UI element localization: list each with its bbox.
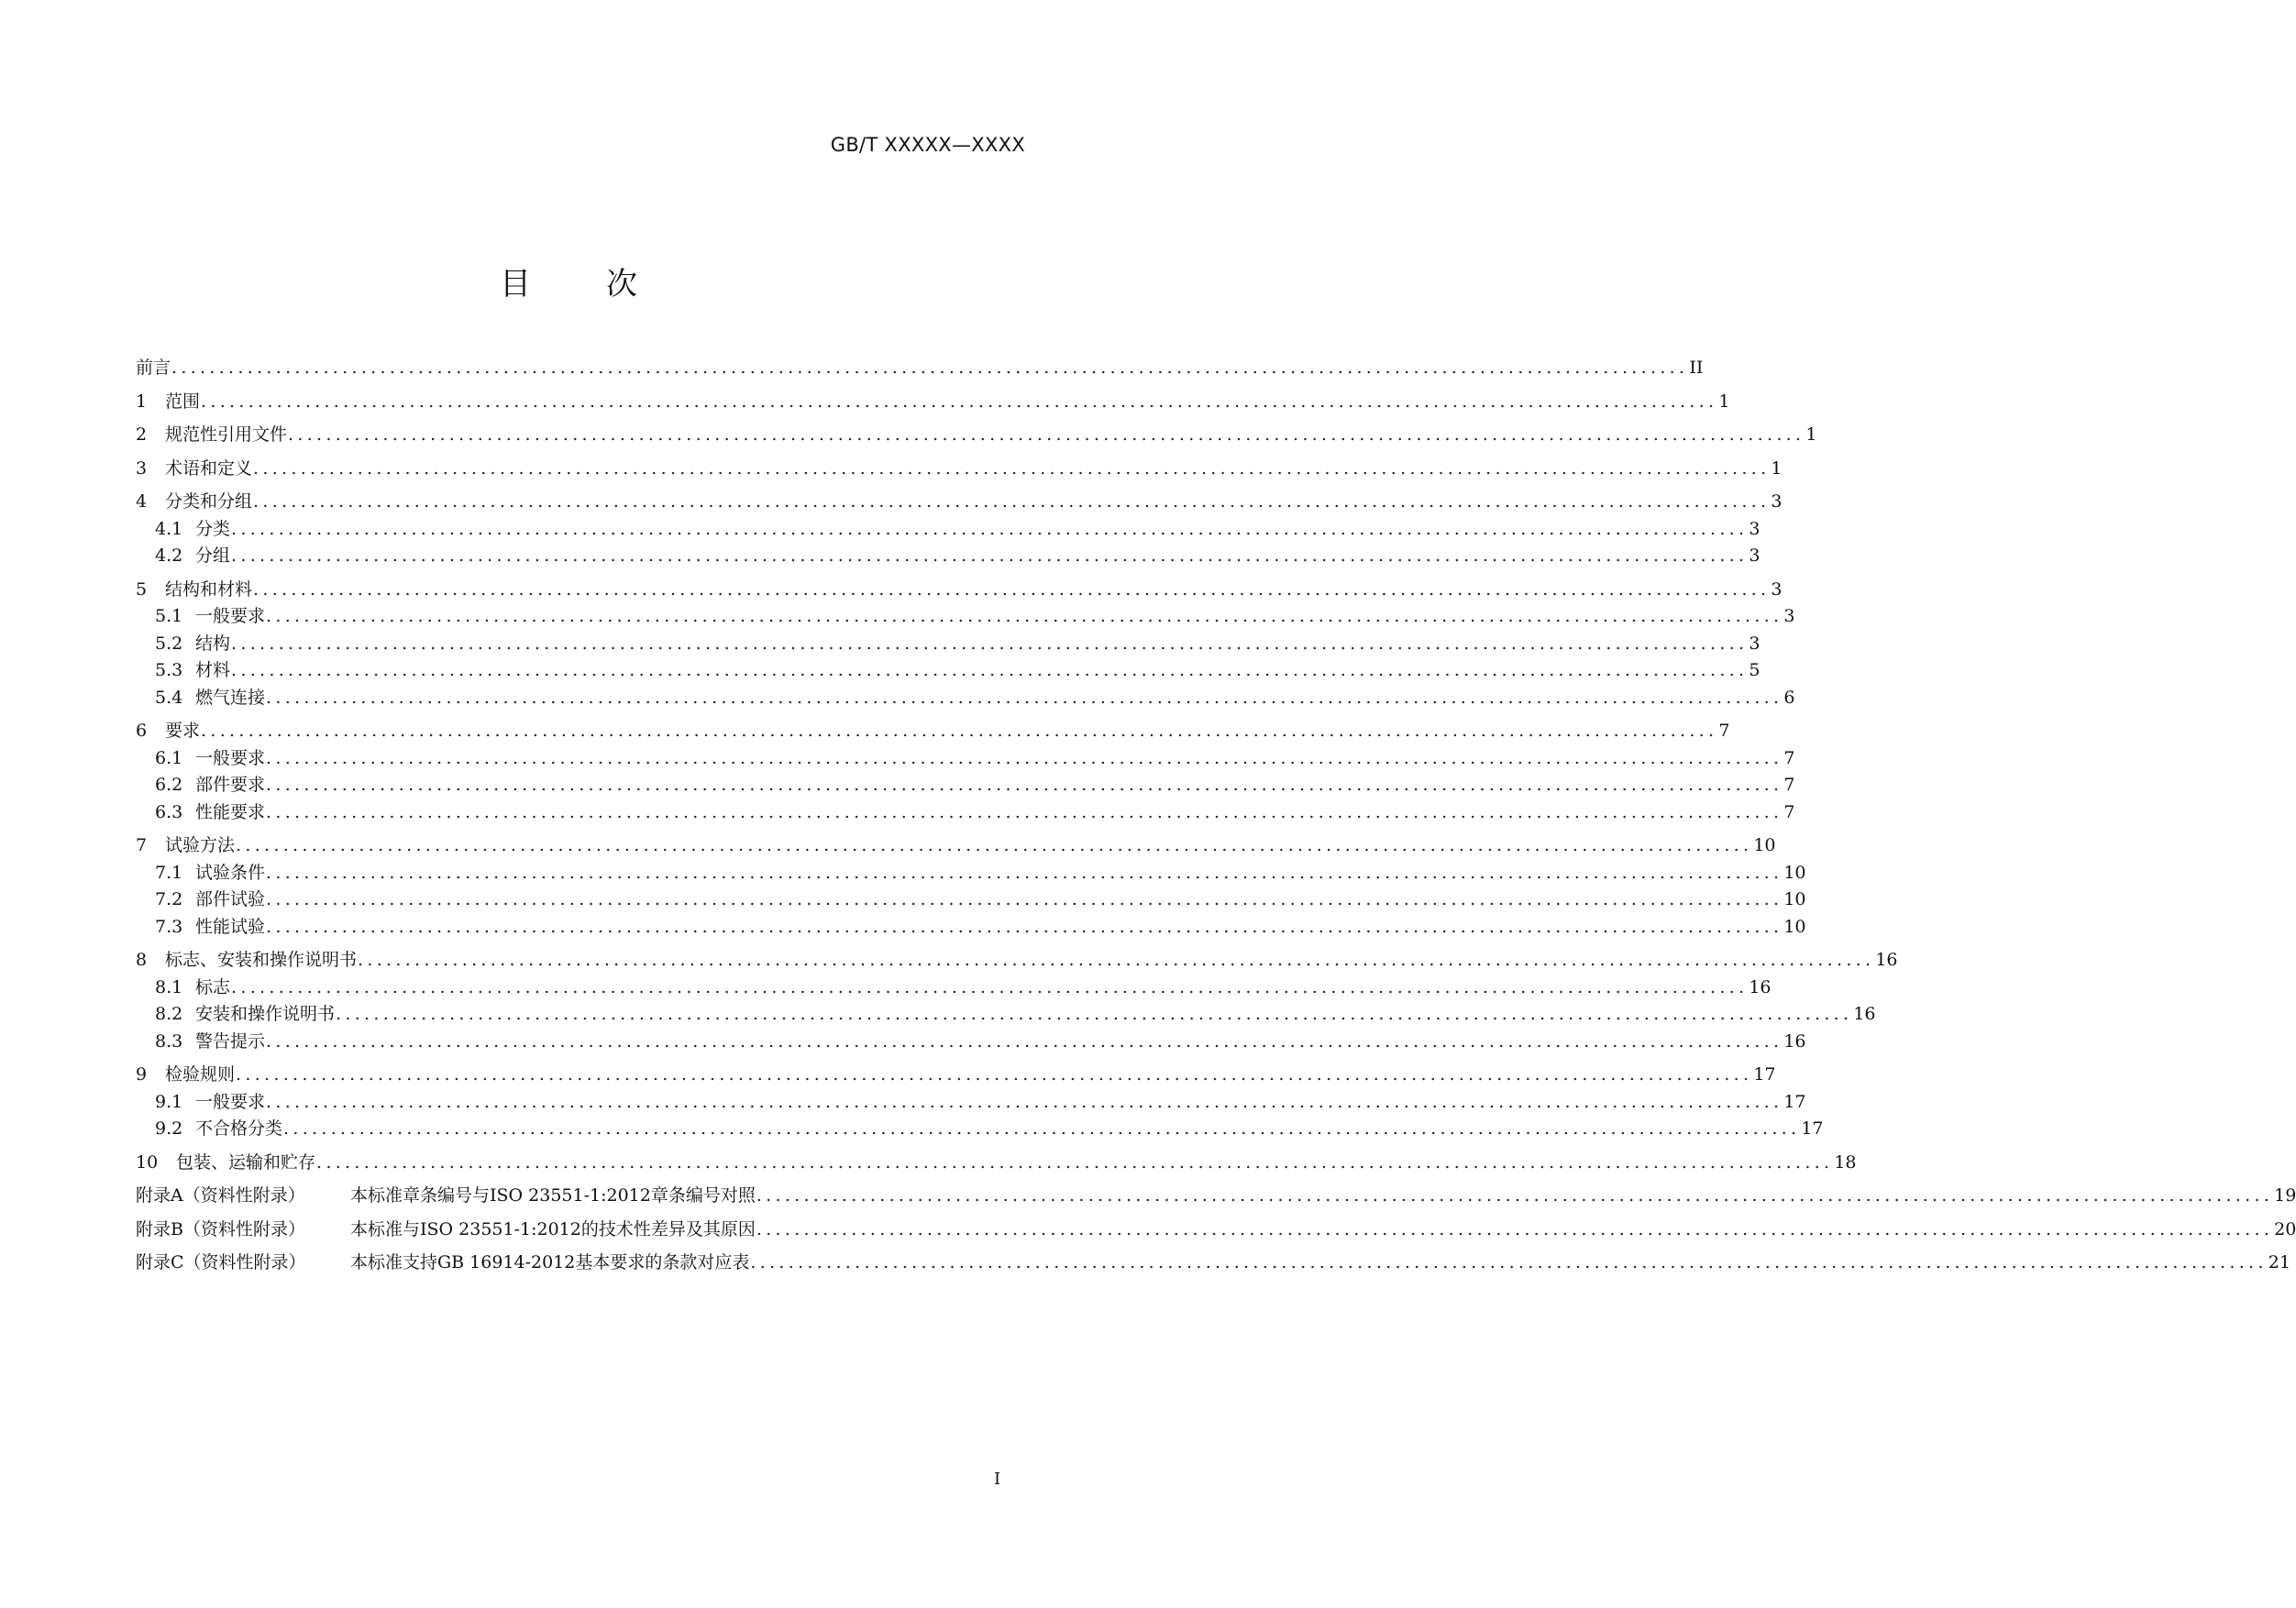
toc-entry-page: 1 — [1771, 458, 1783, 479]
toc-entry-label: 分组 — [195, 545, 231, 566]
toc-leader-dots: ................................................................................................................................................................ — [266, 775, 1783, 795]
toc-entry-number: 6.1 — [155, 748, 183, 768]
toc-entry-page: 7 — [1783, 748, 1795, 768]
toc-entry-number: 1 — [136, 391, 148, 412]
toc-leader-dots: ................................................................................................................................................................ — [266, 863, 1783, 883]
toc-leader-dots: ................................................................................................................................................................ — [201, 391, 1718, 412]
toc-entry-label: 性能要求 — [195, 802, 266, 822]
toc-entry-label: 分类 — [195, 519, 231, 539]
toc-annex-heading: 附录B（资料性附录） — [136, 1219, 305, 1239]
toc-leader-dots: ................................................................................................................................................................ — [266, 802, 1783, 822]
toc-entry-label: 试验方法 — [165, 835, 236, 855]
toc-leader-dots: ................................................................................................................................................................ — [750, 1252, 2268, 1272]
toc-entry-label: 部件要求 — [195, 775, 266, 795]
toc-entry-label: 警告提示 — [195, 1031, 266, 1052]
toc-entry-page: 7 — [1718, 721, 1730, 741]
toc-entry-label: 本标准章条编号与ISO 23551-1:2012章条编号对照 — [350, 1185, 756, 1206]
toc-entry-page: 10 — [1753, 835, 1776, 855]
toc-entry-number: 4.1 — [155, 519, 183, 539]
toc-entry-page: 17 — [1783, 1092, 1806, 1112]
toc-entry-number: 4 — [136, 491, 148, 512]
toc-entry-label: 不合格分类 — [195, 1118, 283, 1139]
toc-entry-label: 部件试验 — [195, 889, 266, 909]
toc-leader-dots: ................................................................................................................................................................ — [231, 977, 1749, 997]
toc-entry-label: 标志 — [195, 977, 231, 997]
toc-leader-dots: ................................................................................................................................................................ — [358, 950, 1875, 970]
toc-entry[interactable] — [155, 602, 1795, 630]
toc-leader-dots: ................................................................................................................................................................ — [266, 889, 1783, 909]
toc-entry[interactable] — [136, 1249, 2290, 1276]
toc-entry-page: 16 — [1783, 1031, 1806, 1052]
toc-entry-page: 3 — [1749, 633, 1761, 654]
toc-entry-label: 试验条件 — [195, 863, 266, 883]
toc-entry[interactable] — [155, 771, 1795, 798]
toc-entry-page: 3 — [1771, 579, 1783, 600]
toc-entry[interactable] — [136, 1149, 1857, 1176]
toc-entry-page: 19 — [2274, 1185, 2296, 1206]
toc-entry-number: 9.1 — [155, 1092, 183, 1112]
toc-entry-number: 5.1 — [155, 606, 183, 626]
toc-entry-page: 10 — [1783, 917, 1806, 937]
toc-entry[interactable] — [136, 455, 1783, 482]
toc-leader-dots: ................................................................................................................................................................ — [253, 579, 1771, 600]
toc-entry[interactable] — [155, 1115, 1824, 1142]
toc-entry-number: 5.3 — [155, 660, 183, 680]
toc-entry[interactable] — [155, 542, 1761, 569]
toc-entry-number: 7.1 — [155, 863, 183, 883]
toc-entry-page: 3 — [1771, 491, 1783, 512]
toc-entry-number: 7.3 — [155, 917, 183, 937]
toc-entry-label: 结构和材料 — [165, 579, 253, 600]
toc-entry-page: 16 — [1875, 950, 1898, 970]
toc-entry-number: 5 — [136, 579, 148, 600]
toc-leader-dots: ................................................................................................................................................................ — [201, 721, 1718, 741]
toc-entry-number: 7.2 — [155, 889, 183, 909]
toc-entry-page: 18 — [1834, 1152, 1857, 1173]
toc-leader-dots: ................................................................................................................................................................ — [266, 1092, 1783, 1112]
toc-entry-number: 8.2 — [155, 1004, 183, 1024]
toc-entry-page: 10 — [1783, 863, 1806, 883]
toc-entry-page: 16 — [1749, 977, 1772, 997]
toc-entry-label: 检验规则 — [165, 1064, 236, 1085]
toc-entry-label: 材料 — [195, 660, 231, 680]
toc-entry-label: 一般要求 — [195, 606, 266, 626]
toc-entry[interactable] — [155, 886, 1806, 913]
toc-entry-number: 5.4 — [155, 688, 183, 708]
toc-entry-number: 8.1 — [155, 977, 183, 997]
toc-leader-dots: ................................................................................................................................................................ — [231, 660, 1749, 680]
toc-entry[interactable] — [136, 421, 1817, 448]
toc-title — [0, 259, 1137, 303]
toc-entry-page: 6 — [1783, 688, 1795, 708]
page-number: I — [994, 1470, 1001, 1489]
toc-leader-dots: ................................................................................................................................................................ — [756, 1219, 2274, 1239]
toc-entry[interactable] — [155, 744, 1795, 772]
toc-entry[interactable] — [155, 798, 1795, 826]
toc-annex-heading: 附录C（资料性附录） — [136, 1252, 306, 1272]
toc-entry-number: 2 — [136, 424, 148, 445]
toc-entry-label: 规范性引用文件 — [165, 424, 288, 445]
toc-entry-page: II — [1689, 358, 1704, 378]
toc-entry[interactable] — [136, 832, 1776, 859]
toc-entry-label: 范围 — [165, 391, 201, 412]
toc-entry-number: 9 — [136, 1064, 148, 1085]
toc-entry[interactable] — [136, 717, 1730, 744]
toc-entry[interactable] — [155, 1028, 1806, 1055]
toc-entry-number: 6 — [136, 721, 148, 741]
toc-leader-dots: ................................................................................................................................................................ — [266, 606, 1783, 626]
toc-entry-page: 17 — [1753, 1064, 1776, 1085]
document-code-header: GB/T XXXXX—XXXX — [830, 134, 1025, 156]
toc-entry[interactable] — [155, 859, 1806, 887]
toc-entry[interactable] — [136, 1216, 2296, 1243]
toc-entry-page: 3 — [1749, 519, 1761, 539]
toc-entry-number: 10 — [136, 1152, 159, 1173]
toc-leader-dots: ................................................................................................................................................................ — [266, 748, 1783, 768]
toc-leader-dots: ................................................................................................................................................................ — [266, 688, 1783, 708]
toc-entry-page: 1 — [1718, 391, 1730, 412]
toc-entry-label: 一般要求 — [195, 1092, 266, 1112]
toc-entry-label: 标志、安装和操作说明书 — [165, 950, 358, 970]
toc-entry[interactable] — [136, 388, 1730, 415]
toc-entry[interactable] — [155, 1088, 1806, 1116]
toc-leader-dots: ................................................................................................................................................................ — [231, 519, 1749, 539]
toc-entry[interactable] — [155, 515, 1761, 543]
toc-entry[interactable] — [155, 1000, 1876, 1028]
toc-leader-dots: ................................................................................................................................................................ — [253, 458, 1771, 479]
toc-entry-label: 本标准与ISO 23551-1:2012的技术性差异及其原因 — [350, 1219, 756, 1239]
toc-entry-number: 7 — [136, 835, 148, 855]
toc-entry-label: 要求 — [165, 721, 201, 741]
toc-entry[interactable] — [136, 1182, 2296, 1209]
toc-leader-dots: ................................................................................................................................................................ — [231, 633, 1749, 654]
toc-leader-dots: ................................................................................................................................................................ — [266, 917, 1783, 937]
toc-title-char-1: 目 — [500, 266, 531, 303]
toc-entry[interactable] — [155, 630, 1761, 657]
toc-entry-page: 10 — [1783, 889, 1806, 909]
toc-entry-number: 9.2 — [155, 1118, 183, 1139]
toc-title-char-2: 次 — [606, 266, 637, 303]
toc-entry-page: 7 — [1783, 775, 1795, 795]
toc-entry-page: 16 — [1853, 1004, 1876, 1024]
toc-entry-label: 分类和分组 — [165, 491, 253, 512]
toc-entry-page: 3 — [1749, 545, 1761, 566]
toc-entry-label: 术语和定义 — [165, 458, 253, 479]
toc-leader-dots: ................................................................................................................................................................ — [171, 358, 1689, 378]
toc-leader-dots: ................................................................................................................................................................ — [756, 1185, 2274, 1206]
toc-entry[interactable] — [155, 684, 1795, 711]
toc-entry-label: 前言 — [136, 358, 171, 378]
toc-leader-dots: ................................................................................................................................................................ — [283, 1118, 1801, 1139]
toc-entry-page: 21 — [2268, 1252, 2290, 1272]
toc-entry[interactable] — [155, 656, 1761, 684]
toc-entry-number: 8.3 — [155, 1031, 183, 1052]
toc-entry-label: 结构 — [195, 633, 231, 654]
toc-annex-heading: 附录A（资料性附录） — [136, 1185, 305, 1206]
toc-entry-label: 包装、运输和贮存 — [176, 1152, 316, 1173]
toc-entry-number: 6.2 — [155, 775, 183, 795]
toc-entry[interactable] — [136, 354, 1704, 381]
toc-entry-page: 3 — [1783, 606, 1795, 626]
toc-leader-dots: ................................................................................................................................................................ — [236, 1064, 1753, 1085]
toc-entry-label: 性能试验 — [195, 917, 266, 937]
toc-entry-number: 4.2 — [155, 545, 183, 566]
toc-entry-number: 5.2 — [155, 633, 183, 654]
toc-entry[interactable] — [155, 913, 1806, 941]
toc-leader-dots: ................................................................................................................................................................ — [236, 835, 1753, 855]
toc-entry-page: 17 — [1801, 1118, 1824, 1139]
toc-entry[interactable] — [136, 946, 1898, 974]
toc-entry-number: 6.3 — [155, 802, 183, 822]
toc-entry-number: 8 — [136, 950, 148, 970]
toc-entry[interactable] — [136, 488, 1783, 515]
toc-entry-label: 本标准支持GB 16914-2012基本要求的条款对应表 — [350, 1252, 750, 1272]
toc-entry-page: 1 — [1805, 424, 1817, 445]
toc-entry[interactable] — [136, 1061, 1776, 1088]
toc-entry-label: 燃气连接 — [195, 688, 266, 708]
toc-entry-label: 安装和操作说明书 — [195, 1004, 336, 1024]
toc-entry[interactable] — [155, 974, 1772, 1001]
toc-leader-dots: ................................................................................................................................................................ — [288, 424, 1805, 445]
toc-entry-page: 7 — [1783, 802, 1795, 822]
toc-entry-page: 5 — [1749, 660, 1761, 680]
toc-entry-label: 一般要求 — [195, 748, 266, 768]
toc-leader-dots: ................................................................................................................................................................ — [336, 1004, 1853, 1024]
toc-leader-dots: ................................................................................................................................................................ — [266, 1031, 1783, 1052]
toc-entry[interactable] — [136, 576, 1783, 603]
toc-leader-dots: ................................................................................................................................................................ — [316, 1152, 1834, 1173]
toc-leader-dots: ................................................................................................................................................................ — [231, 545, 1749, 566]
toc-entry-page: 20 — [2274, 1219, 2296, 1239]
toc-leader-dots: ................................................................................................................................................................ — [253, 491, 1771, 512]
toc-entry-number: 3 — [136, 458, 148, 479]
